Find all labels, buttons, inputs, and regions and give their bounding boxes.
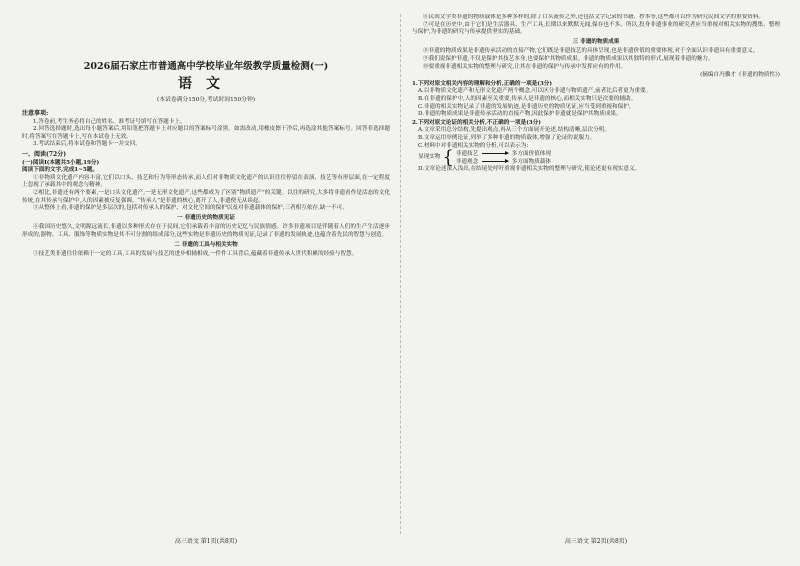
question-2-option-c: C.材料中对非遗相关实物的分析,可以表示为:: [418, 142, 529, 149]
arrow-right-icon: [482, 161, 508, 162]
question-2-stem: 2.下列对原文论证的相关分析,不正确的一项是(3分): [412, 119, 541, 126]
paragraph: ⑩要重视非遗相关实物的整理与研究,让其在非遗的保护与传承中发挥应有的作用。: [423, 63, 627, 70]
right-column: [412, 14, 780, 532]
reading-instruction: 阅读下面的文字,完成1~5题。: [22, 167, 98, 174]
paragraph: ①非物质文化遗产内容丰富,它们以口头、技艺和行为等形态传承,而人们对非物质文化遗产的认识往往停留在表演、技艺等有形层面,在一定程度上忽视了承载其中的观念与精神。: [22, 174, 390, 189]
question-2-option-d: D.文章论述深入浅出,在结尾处呼吁重视非遗相关实物的整理与研究,使论述更有现实意义。: [418, 166, 641, 173]
paragraph: ⑨我们说保护非遗,不仅是保护其技艺本身,也要保护其物质成果。非遗的物质成果以其独特的形式,展现着非遗的魅力。: [423, 55, 714, 62]
section-title: 一、阅读(72分): [22, 150, 67, 158]
brace-icon: {: [442, 147, 454, 169]
notice-item: 2.回答选择题时,选出每小题答案后,用铅笔把答题卡上对应题目的答案标号涂黑。如需改动,用橡皮擦干净后,再选涂其他答案标号。回答非选择题时,将答案写在答题卡上,写在本试卷上无效。: [22, 126, 390, 140]
exam-title: 2026届石家庄市普通高中学校毕业年级教学质量检测(一): [83, 61, 329, 72]
paragraph: ⑦可是在历史中,由于它们是生活器具、生产工具,长期以来默默无闻,保存也不多。所以,投身非遗事业的研究者应当重视对相关实物的搜集、整理与保护,为非遗的研究与传承提供坚实的基础。: [412, 21, 780, 36]
article-heading: 三 非遗的物质成果: [572, 38, 620, 45]
paragraph: ⑧非遗的物质成果是非遗传承活动的直接产物,它们既是非遗技艺的具体呈现,也是非遗价值的重要体现,对于全面认识非遗具有重要意义。: [423, 48, 759, 55]
paragraph: ⑤技艺类非遗往往依赖于一定的工具,工具的发展与技艺的进步相辅相成,一件件工具背后,蕴藏着非遗传承人世代积累的经验与智慧。: [33, 251, 358, 258]
question-1-option-a: A.以非物质文化遗产和无形文化遗产两个概念,可以区分非遗与物质遗产,前者比后者更为重要。: [418, 88, 652, 95]
question-1-option-b: B.在非遗的保护中,人的因素至关重要,传承人是非遗的核心,而相关实物只是次要的辅助。: [418, 95, 637, 102]
paragraph: ④我国历史悠久,文明源远流长,非遗以多种形式存在于民间,它们承载着丰富的历史记忆与民族情感。许多非遗项目是伴随着人们的生产生活逐步形成的,器物、工具、服饰等物质实物是其不可分割的组成部分,这些实物是非遗历史的物质见证,记录了非遗的发展轨迹,也蕴含着先民的智慧与创造。: [22, 224, 390, 238]
notice-item: 3.考试结束后,将本试卷和答题卡一并交回。: [33, 141, 141, 148]
diagram-source: 非遗观念: [455, 159, 479, 166]
article-heading: 二 非遗的工具与相关实物: [174, 241, 238, 248]
question-2-option-b: B.文章运用举例论证,列举了多种非遗的物质载体,增强了论证的说服力。: [418, 134, 596, 141]
diagram-rows: [456, 150, 551, 166]
paragraph: ③从整体上看,非遗的保护是多层次的,包括对传承人的保护、对文化空间的保护以及对非遗载体的保护,三者相互依存,缺一不可。: [33, 205, 348, 212]
paragraph: ②相比,非遗还有两个要素,一是口头文化遗产,一是无形文化遗产,这些都成为了区别“物质遗产”的关键。以往的研究,大多将非遗看作是活态的文化传统,在其传承与保护中,人的因素被反复强调。“传承人”是非遗的核心,离开了人,非遗便无从谈起。: [22, 189, 390, 204]
diagram-row: [456, 158, 551, 166]
score-note: (本试卷满分150分,考试时间150分钟): [156, 97, 256, 103]
notice-title: 注意事项:: [22, 110, 49, 117]
subject-title: 语文: [178, 76, 234, 92]
diagram-source: 非遗技艺: [455, 151, 479, 158]
question-1-stem: 1.下列对原文相关内容的理解和分析,正确的一项是(3分): [412, 80, 553, 87]
page-footer-right: 高三语文 第2页(共8页): [564, 538, 628, 545]
question-1-option-c: C.非遗的相关实物记录了非遗的发展轨迹,是非遗历史的物质见证,应当受到重视和保护。: [418, 103, 635, 110]
page-divider: [400, 14, 401, 534]
diagram-row: [456, 150, 551, 158]
analysis-diagram: [418, 147, 780, 169]
article-source: (摘编自冯骥才《非遗的物质性》): [700, 72, 780, 79]
left-column: [22, 108, 390, 520]
diagram-label: 显现实物: [418, 154, 441, 161]
question-1-option-d: D.非遗的物质成果是非遗传承活动的直接产物,因此保护非遗就是保护其物质成果。: [418, 111, 622, 118]
article-heading: 一 非遗历史的物质见证: [177, 214, 235, 221]
diagram-target: 多方面价值体现: [511, 151, 551, 158]
notice-item: 1.答卷前,考生务必将自己的姓名、准考证号填写在答题卡上。: [33, 118, 186, 125]
paragraph: ⑥民间文学类非遗的物质载体是多种多样的,除了口头流传之外,还包括文字记录的书籍、抄本等,这些都可以作为研究民间文学的重要资料。: [423, 14, 764, 20]
page-footer-left: 高三语文 第1页(共8页): [174, 538, 238, 545]
arrow-right-icon: [482, 153, 508, 154]
diagram-target: 多方面物质载体: [511, 159, 551, 166]
question-2-option-a: A.文章采用总分结构,先提出观点,再从三个方面展开论述,结构清晰,层次分明。: [418, 127, 610, 134]
sub-section-title: (一)阅读Ⅰ(本题共5小题,19分): [22, 159, 100, 166]
